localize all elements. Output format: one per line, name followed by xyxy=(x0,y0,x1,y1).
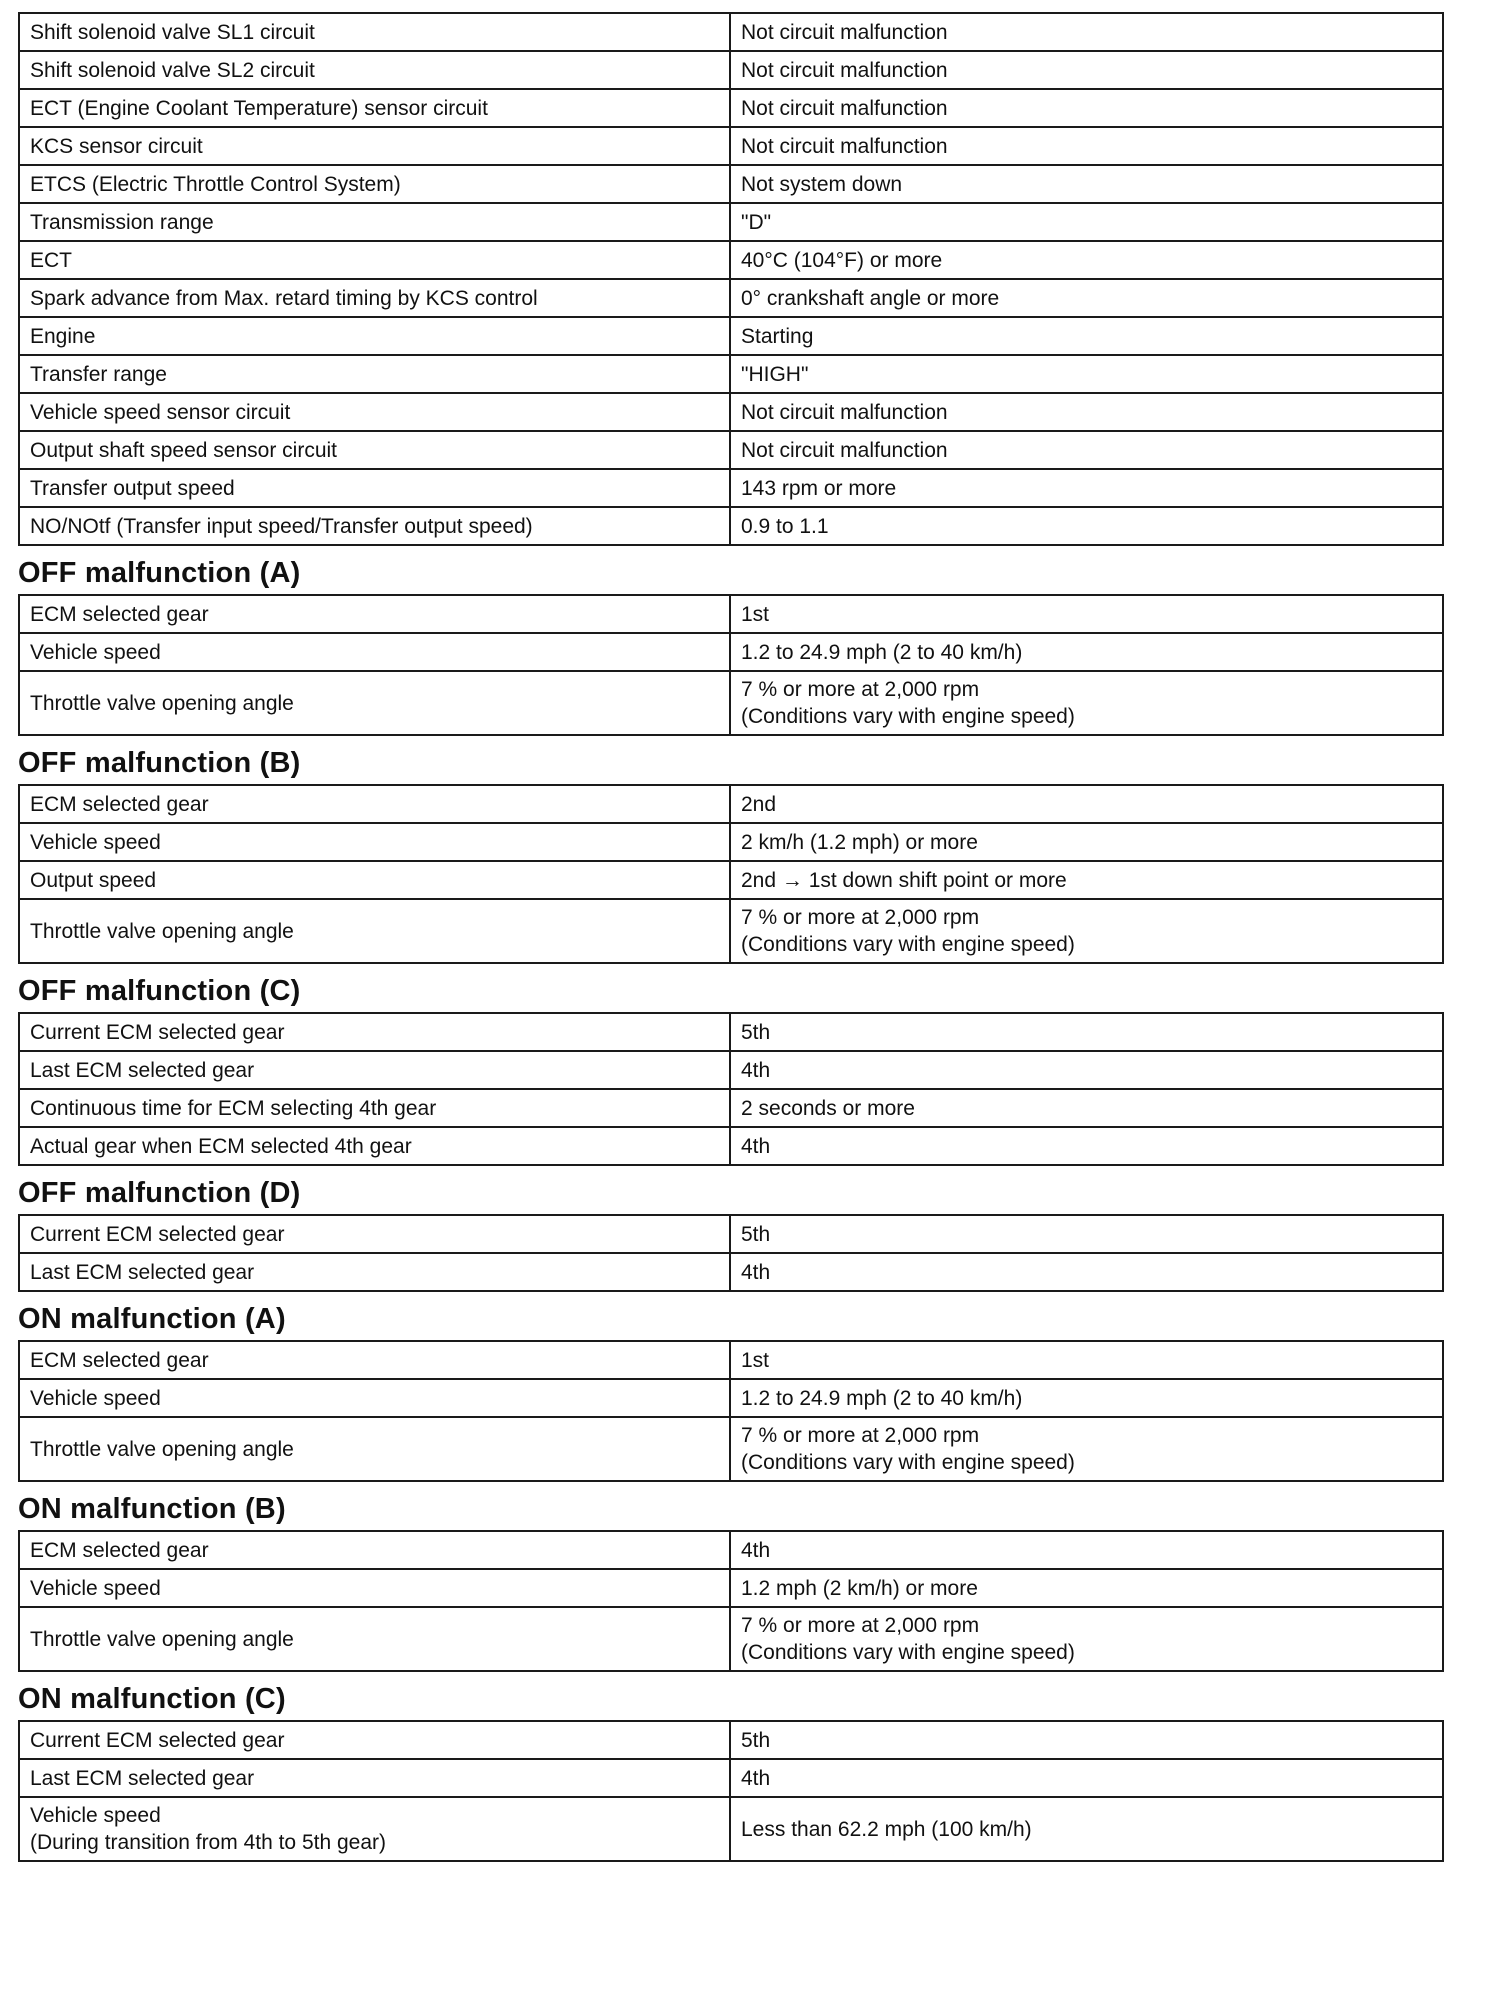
condition-cell: ETCS (Electric Throttle Control System) xyxy=(19,165,730,203)
condition-cell: Vehicle speed xyxy=(19,1569,730,1607)
condition-cell: Vehicle speed xyxy=(19,1379,730,1417)
table-row xyxy=(19,861,1443,899)
value-cell: 7 % or more at 2,000 rpm (Conditions vary with engine speed) xyxy=(730,1607,1443,1671)
value-cell: 2 km/h (1.2 mph) or more xyxy=(730,823,1443,861)
table-row xyxy=(19,1127,1443,1165)
table-row xyxy=(19,279,1443,317)
section-heading: ON malfunction (B) xyxy=(18,1493,286,1525)
malfunction-table xyxy=(18,784,1444,964)
condition-cell: Output shaft speed sensor circuit xyxy=(19,431,730,469)
condition-cell: Current ECM selected gear xyxy=(19,1721,730,1759)
table-row xyxy=(19,1607,1443,1671)
table-row xyxy=(19,1215,1443,1253)
condition-cell: ECM selected gear xyxy=(19,785,730,823)
value-cell: 7 % or more at 2,000 rpm (Conditions vary with engine speed) xyxy=(730,671,1443,735)
table-row xyxy=(19,1253,1443,1291)
value-cell: 1.2 to 24.9 mph (2 to 40 km/h) xyxy=(730,633,1443,671)
value-cell: 143 rpm or more xyxy=(730,469,1443,507)
condition-cell: Transfer output speed xyxy=(19,469,730,507)
malfunction-table xyxy=(18,1530,1444,1672)
table-row xyxy=(19,393,1443,431)
condition-cell: Shift solenoid valve SL1 circuit xyxy=(19,13,730,51)
table-row xyxy=(19,203,1443,241)
table-row xyxy=(19,507,1443,545)
malfunction-table xyxy=(18,594,1444,736)
table-row xyxy=(19,1379,1443,1417)
table-row xyxy=(19,1759,1443,1797)
value-cell: 5th xyxy=(730,1721,1443,1759)
section-heading: OFF malfunction (B) xyxy=(18,747,301,779)
value-cell: "HIGH" xyxy=(730,355,1443,393)
condition-cell: Last ECM selected gear xyxy=(19,1759,730,1797)
condition-cell: Vehicle speed xyxy=(19,633,730,671)
condition-cell: Transmission range xyxy=(19,203,730,241)
table-row xyxy=(19,1341,1443,1379)
value-cell: 4th xyxy=(730,1127,1443,1165)
condition-cell: Throttle valve opening angle xyxy=(19,1417,730,1481)
document xyxy=(18,12,1442,1862)
value-cell: Not circuit malfunction xyxy=(730,51,1443,89)
table-row xyxy=(19,633,1443,671)
table-row xyxy=(19,1531,1443,1569)
table-row xyxy=(19,1051,1443,1089)
value-cell: Less than 62.2 mph (100 km/h) xyxy=(730,1797,1443,1861)
table-row xyxy=(19,785,1443,823)
condition-cell: Vehicle speed (During transition from 4th to 5th gear) xyxy=(19,1797,730,1861)
value-cell: 0.9 to 1.1 xyxy=(730,507,1443,545)
value-cell: 4th xyxy=(730,1759,1443,1797)
condition-cell: Vehicle speed xyxy=(19,823,730,861)
malfunction-table xyxy=(18,1340,1444,1482)
value-cell: 4th xyxy=(730,1051,1443,1089)
table-row xyxy=(19,89,1443,127)
value-cell: 2 seconds or more xyxy=(730,1089,1443,1127)
value-cell: Not circuit malfunction xyxy=(730,13,1443,51)
malfunction-table xyxy=(18,1214,1444,1292)
condition-cell: Last ECM selected gear xyxy=(19,1253,730,1291)
table-row xyxy=(19,51,1443,89)
conditions-table xyxy=(18,12,1444,546)
table-row xyxy=(19,1797,1443,1861)
section-heading: ON malfunction (C) xyxy=(18,1683,286,1715)
condition-cell: NO/NOtf (Transfer input speed/Transfer output speed) xyxy=(19,507,730,545)
malfunction-table xyxy=(18,1012,1444,1166)
value-cell: Not circuit malfunction xyxy=(730,393,1443,431)
value-cell: 1st xyxy=(730,595,1443,633)
value-cell: 40°C (104°F) or more xyxy=(730,241,1443,279)
condition-cell: ECT (Engine Coolant Temperature) sensor circuit xyxy=(19,89,730,127)
table-row xyxy=(19,1089,1443,1127)
section-heading: OFF malfunction (A) xyxy=(18,557,301,589)
condition-cell: ECM selected gear xyxy=(19,1341,730,1379)
table-row xyxy=(19,469,1443,507)
section-heading: OFF malfunction (D) xyxy=(18,1177,301,1209)
condition-cell: Spark advance from Max. retard timing by KCS control xyxy=(19,279,730,317)
table-row xyxy=(19,127,1443,165)
table-row xyxy=(19,823,1443,861)
condition-cell: Actual gear when ECM selected 4th gear xyxy=(19,1127,730,1165)
table-row xyxy=(19,241,1443,279)
condition-cell: ECM selected gear xyxy=(19,595,730,633)
condition-cell: ECT xyxy=(19,241,730,279)
table-row xyxy=(19,1721,1443,1759)
value-cell: "D" xyxy=(730,203,1443,241)
table-row xyxy=(19,1417,1443,1481)
value-cell: Not circuit malfunction xyxy=(730,431,1443,469)
condition-cell: Throttle valve opening angle xyxy=(19,899,730,963)
section-heading: ON malfunction (A) xyxy=(18,1303,286,1335)
value-cell: 2nd xyxy=(730,785,1443,823)
value-cell: 7 % or more at 2,000 rpm (Conditions vary with engine speed) xyxy=(730,1417,1443,1481)
table-row xyxy=(19,317,1443,355)
value-cell: Not circuit malfunction xyxy=(730,127,1443,165)
value-cell: Not system down xyxy=(730,165,1443,203)
condition-cell: Output speed xyxy=(19,861,730,899)
table-row xyxy=(19,1013,1443,1051)
condition-cell: Shift solenoid valve SL2 circuit xyxy=(19,51,730,89)
value-cell: 2nd → 1st down shift point or more xyxy=(730,861,1443,899)
condition-cell: Current ECM selected gear xyxy=(19,1013,730,1051)
value-cell: 1.2 to 24.9 mph (2 to 40 km/h) xyxy=(730,1379,1443,1417)
value-cell: 5th xyxy=(730,1013,1443,1051)
value-cell: 7 % or more at 2,000 rpm (Conditions vary with engine speed) xyxy=(730,899,1443,963)
condition-cell: Last ECM selected gear xyxy=(19,1051,730,1089)
condition-cell: Vehicle speed sensor circuit xyxy=(19,393,730,431)
section-heading: OFF malfunction (C) xyxy=(18,975,301,1007)
table-row xyxy=(19,13,1443,51)
value-cell: 1.2 mph (2 km/h) or more xyxy=(730,1569,1443,1607)
value-cell: Starting xyxy=(730,317,1443,355)
value-cell: 1st xyxy=(730,1341,1443,1379)
condition-cell: Current ECM selected gear xyxy=(19,1215,730,1253)
malfunction-table xyxy=(18,1720,1444,1862)
value-cell: 0° crankshaft angle or more xyxy=(730,279,1443,317)
value-cell: Not circuit malfunction xyxy=(730,89,1443,127)
value-cell: 4th xyxy=(730,1253,1443,1291)
table-row xyxy=(19,671,1443,735)
value-cell: 5th xyxy=(730,1215,1443,1253)
table-row xyxy=(19,165,1443,203)
table-row xyxy=(19,431,1443,469)
condition-cell: Throttle valve opening angle xyxy=(19,671,730,735)
condition-cell: KCS sensor circuit xyxy=(19,127,730,165)
table-row xyxy=(19,355,1443,393)
condition-cell: Throttle valve opening angle xyxy=(19,1607,730,1671)
condition-cell: Transfer range xyxy=(19,355,730,393)
value-cell: 4th xyxy=(730,1531,1443,1569)
condition-cell: Continuous time for ECM selecting 4th gear xyxy=(19,1089,730,1127)
condition-cell: Engine xyxy=(19,317,730,355)
table-row xyxy=(19,595,1443,633)
table-row xyxy=(19,899,1443,963)
condition-cell: ECM selected gear xyxy=(19,1531,730,1569)
table-row xyxy=(19,1569,1443,1607)
